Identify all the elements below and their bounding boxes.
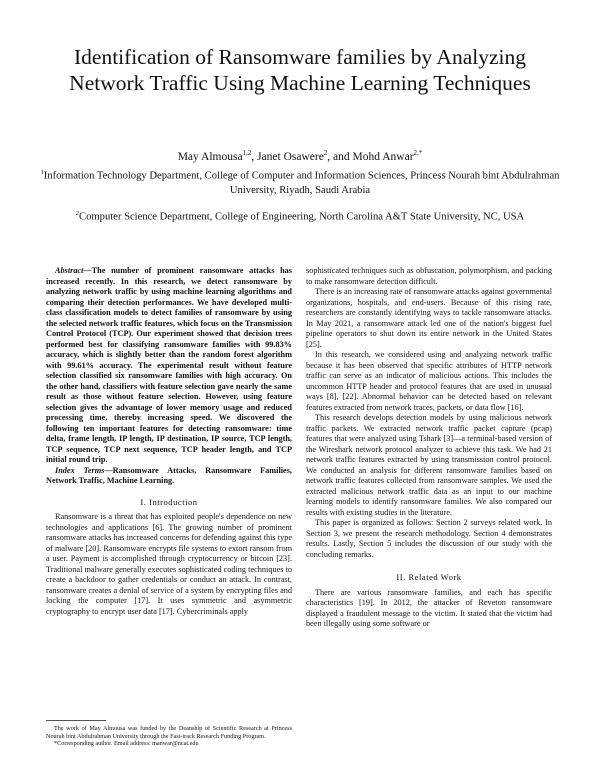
left-column: [46, 266, 292, 617]
abstract: [46, 266, 292, 466]
body-paragraph: sophisticated techniques such as obfuscation, polymorphism, and packing to make ransomware detection difficult.: [306, 266, 552, 286]
abstract-label: Abstract: [55, 266, 84, 275]
corresponding-author-footnote: *Corresponding author. Email address: manwar@ncat.edu: [54, 740, 199, 748]
section-heading-related-work: II. Related Work: [396, 572, 462, 582]
body-paragraph: This research develops detection models by using malicious network traffic packets. We extracted network traffic packet capture (pcap) features that were analyzed using Tshark [3]—a terminal-based version of the Wireshark network protocol analyzer to achieve this task. We had 21 network traffic features extracted by using transmission control protocol. We conducted an analysis for different ransomware families based on network traffic features collected from ransomware samples. We used the extracted malicious network traffic data as an input to our machine learning models to identify ransomware families. We also compared our results with existing studies in the literature.: [306, 413, 552, 517]
section-heading-introduction: I. Introduction: [140, 496, 198, 507]
affiliation-text: Computer Science Department, College of Engineering, North Carolina A&T State University, NC, USA: [79, 211, 525, 223]
related-work-paragraph: There are various ransomware families, and each has specific characteristics [19]. In 2012, the attacker of Reveton ransomware displayed a fraudulent message to the victim. It stated that the victim had been illegally using some software or: [306, 587, 552, 628]
body-paragraph: In this research, we considered using and analyzing network traffic because it has been observed that specific attributes of HTTP network traffic can serve as an indicator of malicious actions. This includes the uncommon HTTP header and protocol features that are used in unusual ways [8], [22]. Abnormal behavior can be detected based on relevant features extracted from network traces, packets, or data flow [16].: [306, 350, 552, 412]
affiliation-mark: 1: [40, 169, 44, 176]
author-affiliation-mark: 2,*: [413, 149, 423, 157]
footnote-rule: [46, 720, 106, 721]
author-list: May Almousa$^{1,2}$, Janet Osawere$^2$, and Mohd Anwar$^{2,*}$: [177, 149, 423, 163]
footnotes: [46, 725, 292, 748]
author-name: May Almousa: [177, 150, 243, 163]
author-name: Janet Osawere: [257, 150, 324, 163]
body-paragraph: There is an increasing rate of ransomware attacks against governmental organizations, hospitals, and end-users. Because of this rising rate, researchers are constantly identifying ways to tackle ransomware attacks. In May 2021, a ransomware attack led one of the nation's biggest fuel pipeline operators to shut down its entire network in the United States [25].: [306, 287, 552, 349]
affiliation-text: Information Technology Department, College of Computer and Information Sciences, Princess Nourah bint Abdulrahman University, Riyadh, Saudi Arabia: [43, 170, 560, 196]
funding-footnote: The work of May Almousa was funded by the Deanship of Scientific Research at Princess Nourah bint Abdulrahman University through the Fast-track Research Funding Program.: [46, 725, 292, 740]
abstract-text: —The number of prominent ransomware attacks has increased recently. In this research, we detect ransomware by analyzing network traffic by using machine learning algorithms and comparing their detection performances. We have developed multi-class classification models to detect families of ransomware by using the selected network traffic features, which focus on the Transmission Control Protocol (TCP). Our experiment showed that decision trees performed best for classifying ransomware families with 99.83% accuracy, which is slightly better than the random forest algorithm with 99.61% accuracy. The experimental result without feature selection classified six ransomware families with high accuracy. On the other hand, classifiers with feature selection gave nearly the same result as those without feature selection. However, using feature selection gives the advantage of lower memory usage and reduced processing time, thereby increasing speed. We discovered the following ten important features for detecting ransomware: time delta, frame length, IP length, IP destination, IP source, TCP length, TCP sequence, TCP next sequence, TCP header length, and TCP initial round trip.: [46, 266, 292, 464]
body-paragraph: This paper is organized as follows: Section 2 surveys related work. In Section 3, we present the research methodology. Section 4 demonstrates results. Lastly, Section 5 includes the discussion of our study with the concluding remarks.: [306, 518, 552, 559]
affiliation-mark: 2: [75, 210, 80, 217]
index-terms: [46, 466, 292, 487]
author-affiliation-mark: 2: [323, 149, 328, 157]
author-name: and Mohd Anwar: [333, 150, 414, 163]
index-terms-label: Index Terms: [55, 465, 105, 475]
affiliation: [40, 166, 560, 198]
affiliation: [40, 207, 560, 225]
author-affiliation-mark: 1,2: [242, 149, 252, 157]
intro-paragraph: Ransomware is a threat that has exploited people's dependence on new technologies and applications [6]. The growing number of prominent ransomware attacks has increased concerns for defending against this type of malware [20]. Ransomware encrypts file systems to extort ransom from a user. Payment is accomplished through cryptocurrency or bitcoin [23]. Traditional malware generally executes sophisticated coding techniques to create a backdoor to gather credentials or conduct an attack. In contrast, ransomware creates a denial of service of a system by encrypting files and locking the computer [17]. It uses symmetric and asymmetric cryptography to encrypt user data [17]. Cybercriminals apply: [46, 512, 292, 616]
paper-title: Identification of Ransomware families by Analyzing Network Traffic Using Machine Learning Techniques: [69, 45, 531, 95]
index-terms-text: —Ransomware Attacks, Ransomware Families, Network Traffic, Machine Learning.: [46, 465, 292, 485]
right-column: [306, 266, 552, 630]
